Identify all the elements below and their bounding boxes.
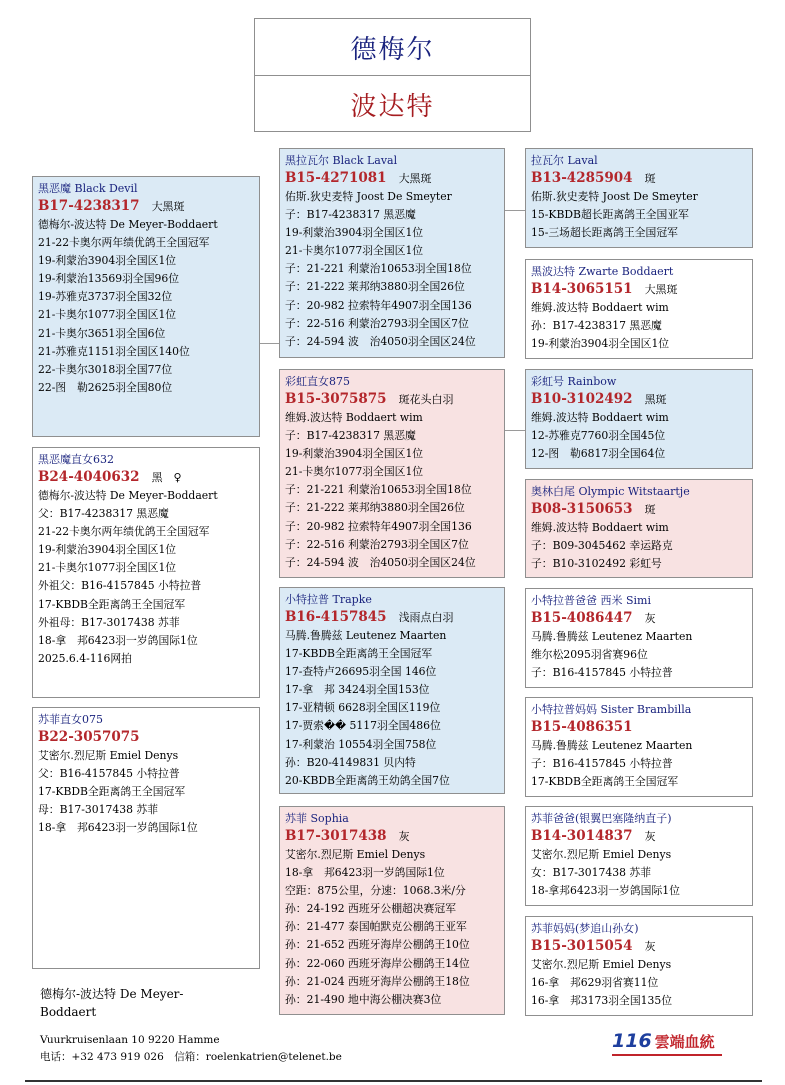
achievement-line: 21-卡奥尔1077羽全国区1位	[38, 308, 177, 322]
breeder-phone-email: 电话：+32 473 919 026 信箱：roelenkatrien@telenet.be	[40, 1051, 342, 1063]
color-description: 斑	[644, 503, 656, 516]
title-bottom: 波达特	[350, 91, 435, 122]
achievement-line: 18-拿 邦6423羽一岁鸽国际1位	[38, 821, 198, 835]
ring-number-row	[531, 609, 747, 628]
achievement-line: 子：22-516 利蒙治2793羽全国区7位	[285, 316, 469, 330]
achievement-line: 19-利蒙治3904羽全国区1位	[38, 543, 177, 557]
achievement-line: 20-KBDB全距离鸽王幼鸽全国7位	[285, 773, 450, 787]
achievement-line: 维姆.波达特 Boddaert wim	[531, 521, 669, 534]
pedigree-card-dam-of-subject	[279, 369, 505, 578]
achievement-line: 父：B17-4238317 黑恶魔	[38, 507, 169, 521]
achievement-line: 德梅尔-波达特 De Meyer-Boddaert	[38, 218, 218, 231]
ring-number: B17-3017438	[285, 828, 387, 844]
logo-underline	[612, 1054, 722, 1056]
ring-number: B24-4040632	[38, 469, 140, 485]
achievement-line: 马腾.鲁腾兹 Leutenez Maarten	[285, 629, 447, 642]
color-description: 大黑斑	[151, 200, 185, 213]
achievement-line: 21-卡奥尔1077羽全国区1位	[38, 561, 177, 575]
achievement-line: 维尔松2095羽省赛96位	[531, 648, 648, 662]
achievement-line: 17-查特卢26695羽全国 146位	[285, 665, 437, 679]
logo	[612, 1030, 715, 1052]
color-description: 大黑斑	[398, 172, 432, 185]
achievement-line: 22-图 勒2625羽全国80位	[38, 380, 173, 394]
ring-number: B14-3065151	[531, 281, 633, 297]
connector	[260, 343, 280, 344]
pedigree-card-zwarte	[525, 259, 753, 359]
achievement-line: 子：20-982 拉索特年4907羽全国136	[285, 298, 472, 312]
color-description: 灰	[398, 830, 410, 843]
achievement-line: 17-贾索�� 5117羽全国486位	[285, 719, 441, 733]
color-description: 斑	[644, 172, 656, 185]
achievements	[38, 747, 254, 837]
ring-number: B15-4086447	[531, 610, 633, 626]
achievement-line: 孙：21-477 泰国帕默克公棚鸽王亚军	[285, 920, 467, 934]
achievement-line: 16-拿 邦3173羽全国135位	[531, 994, 673, 1008]
achievement-line: 孙：B17-4238317 黑恶魔	[531, 319, 662, 333]
achievement-line: 母：B17-3017438 苏菲	[38, 803, 159, 817]
pedigree-card-sophia-dam	[525, 916, 753, 1016]
ring-number-row	[531, 169, 747, 188]
achievement-line: 子：21-222 莱邦纳3880羽全国26位	[285, 280, 465, 294]
ring-number: B15-4271081	[285, 170, 387, 186]
achievement-line: 21-卡奥尔1077羽全国区1位	[285, 465, 424, 479]
bottom-rule	[25, 1080, 762, 1082]
ring-number-row	[531, 827, 747, 846]
achievements	[285, 409, 499, 572]
pedigree-card-olympic	[525, 479, 753, 578]
achievement-line: 子：21-221 利蒙治10653羽全国18位	[285, 262, 472, 276]
achievement-line: 子：B16-4157845 小特拉普	[531, 666, 673, 680]
connector	[505, 430, 525, 431]
achievement-line: 子：B16-4157845 小特拉普	[531, 757, 673, 771]
pigeon-name: 黑恶魔直女632	[38, 453, 114, 466]
achievement-line: 15-KBDB超长距离鸽王全国亚军	[531, 208, 689, 222]
pigeon-name: 奥林白尾 Olympic Witstaartje	[531, 485, 690, 498]
achievement-line: 21-22卡奥尔两年绩优鸽王全国冠军	[38, 236, 210, 250]
ring-number-row	[531, 280, 747, 299]
color-description: 黑 ♀	[151, 471, 182, 484]
achievement-line: 孙：21-024 西班牙海岸公棚鸽王18位	[285, 974, 470, 988]
achievement-line: 子：B09-3045462 幸运路克	[531, 539, 673, 553]
pigeon-name: 黑波达特 Zwarte Boddaert	[531, 265, 674, 278]
pedigree-card-rainbow	[525, 369, 753, 469]
pedigree-card-dam	[32, 707, 260, 969]
achievement-line: 子：B17-4238317 黑恶魔	[285, 429, 416, 443]
achievement-line: 19-利蒙治3904羽全国区1位	[285, 226, 424, 240]
color-description: 大黑斑	[644, 283, 678, 296]
achievement-line: 18-拿邦6423羽一岁鸽国际1位	[531, 884, 680, 898]
achievement-line: 18-拿 邦6423羽一岁鸽国际1位	[285, 866, 445, 880]
achievement-line: 孙：24-192 西班牙公棚超决赛冠军	[285, 902, 456, 916]
achievements	[285, 188, 499, 351]
breeder-name-line1: 德梅尔-波达特 De Meyer-	[40, 987, 184, 1001]
achievement-line: 21-卡奥尔1077羽全国区1位	[285, 244, 424, 258]
achievements	[531, 188, 747, 242]
achievement-line: 子：24-594 波 治4050羽全国区24位	[285, 555, 476, 569]
achievement-line: 外祖父：B16-4157845 小特拉普	[38, 579, 202, 593]
ring-number: B15-3015054	[531, 938, 633, 954]
achievement-line: 12-图 勒6817羽全国64位	[531, 447, 666, 461]
pigeon-name: 苏菲爸爸(银翼巴塞隆纳直子)	[531, 812, 672, 825]
ring-number-row	[531, 937, 747, 956]
achievement-line: 孙：21-652 西班牙海岸公棚鸽王10位	[285, 938, 470, 952]
achievement-line: 21-苏雅克1151羽全国区140位	[38, 344, 190, 358]
pigeon-name: 彩虹直女875	[285, 375, 350, 388]
achievements	[531, 846, 747, 900]
achievement-line: 17-利蒙治 10554羽全国758位	[285, 737, 437, 751]
achievements	[285, 627, 499, 790]
pedigree-card-sister	[32, 447, 260, 698]
achievement-line: 子：20-982 拉索特年4907羽全国136	[285, 519, 472, 533]
achievement-line: 孙：22-060 西班牙海岸公棚鸽王14位	[285, 956, 470, 970]
achievement-line: 19-利蒙治3904羽全国区1位	[531, 337, 670, 351]
logo-text: 雲端血統	[654, 1032, 715, 1051]
ring-number: B17-4238317	[38, 198, 140, 214]
pigeon-name: 黑拉瓦尔 Black Laval	[285, 154, 398, 167]
achievement-line: 子：21-222 莱邦纳3880羽全国26位	[285, 501, 465, 515]
ring-number: B14-3014837	[531, 828, 633, 844]
color-description: 黑斑	[644, 393, 667, 406]
achievements	[285, 846, 499, 1009]
achievement-line: 子：22-516 利蒙治2793羽全国区7位	[285, 537, 469, 551]
achievement-line: 2025.6.4-116网拍	[38, 651, 132, 665]
pedigree-card-brambilla	[525, 697, 753, 797]
ring-number-row	[38, 197, 254, 216]
achievement-line: 子：21-221 利蒙治10653羽全国18位	[285, 483, 472, 497]
achievement-line: 21-22卡奥尔两年绩优鸽王全国冠军	[38, 525, 210, 539]
ring-number-row	[285, 827, 499, 846]
achievements	[38, 216, 254, 397]
ring-number: B08-3150653	[531, 501, 633, 517]
achievement-line: 父：B16-4157845 小特拉普	[38, 767, 180, 781]
achievement-line: 19-利蒙治3904羽全国区1位	[38, 254, 177, 268]
color-description: 灰	[644, 612, 656, 625]
achievement-line: 17-KBDB全距离鸽王全国冠军	[531, 775, 679, 789]
pigeon-name: 彩虹号 Rainbow	[531, 375, 617, 388]
pigeon-name: 黑恶魔 Black Devil	[38, 182, 138, 195]
pigeon-name: 小特拉普妈妈 Sister Brambilla	[531, 703, 692, 716]
achievement-line: 德梅尔-波达特 De Meyer-Boddaert	[38, 489, 218, 502]
achievement-line: 子：B10-3102492 彩虹号	[531, 557, 662, 571]
achievement-line: 19-苏雅克3737羽全国32位	[38, 290, 173, 304]
achievement-line: 艾密尔.烈尼斯 Emiel Denys	[285, 848, 426, 861]
color-description: 灰	[644, 830, 656, 843]
ring-number: B10-3102492	[531, 391, 633, 407]
achievement-line: 21-卡奥尔3651羽全国6位	[38, 326, 166, 340]
ring-number: B22-3057075	[38, 729, 140, 745]
achievement-line: 马腾.鲁腾兹 Leutenez Maarten	[531, 739, 693, 752]
pigeon-name: 小特拉普爸爸 西米 Simi	[531, 594, 651, 607]
title-top: 德梅尔	[255, 19, 530, 76]
breeder-contact	[40, 1032, 342, 1066]
achievement-line: 19-利蒙治3904羽全国区1位	[285, 447, 424, 461]
achievement-line: 孙：B20-4149831 贝内特	[285, 755, 416, 769]
pedigree-card-laval	[525, 148, 753, 248]
ring-number: B15-4086351	[531, 719, 633, 735]
color-description: 斑花头白羽	[398, 393, 454, 406]
achievement-line: 17-拿 邦 3424羽全国153位	[285, 683, 430, 697]
achievement-line: 佑斯.狄史麦特 Joost De Smeyter	[285, 190, 452, 203]
breeder-address: Vuurkruisenlaan 10 9220 Hamme	[40, 1034, 220, 1046]
ring-number: B13-4285904	[531, 170, 633, 186]
breeder-name	[40, 985, 240, 1021]
pigeon-name: 拉瓦尔 Laval	[531, 154, 598, 167]
achievement-line: 空距：875公里，分速：1068.3米/分	[285, 884, 466, 898]
pigeon-name: 苏菲直女075	[38, 713, 103, 726]
ring-number-row	[285, 390, 499, 409]
pigeon-name: 苏菲妈妈(梦追山孙女)	[531, 922, 639, 935]
achievement-line: 维姆.波达特 Boddaert wim	[285, 411, 423, 424]
achievements	[531, 628, 747, 682]
pedigree-card-trapke	[279, 587, 505, 794]
achievement-line: 女：B17-3017438 苏菲	[531, 866, 652, 880]
ring-number-row	[285, 169, 499, 188]
achievements	[38, 487, 254, 668]
ring-number-row	[531, 500, 747, 519]
achievement-line: 维姆.波达特 Boddaert wim	[531, 411, 669, 424]
achievement-line: 孙：21-490 地中海公棚决赛3位	[285, 992, 442, 1006]
connector	[505, 210, 525, 211]
achievement-line: 外祖母：B17-3017438 苏菲	[38, 615, 180, 629]
ring-number-row	[531, 718, 747, 737]
achievement-line: 17-KBDB全距离鸽王全国冠军	[38, 785, 186, 799]
ring-number-row	[531, 390, 747, 409]
achievement-line: 17-KBDB全距离鸽王全国冠军	[285, 647, 433, 661]
pedigree-card-subject	[32, 176, 260, 437]
achievement-line: 17-KBDB全距离鸽王全国冠军	[38, 597, 186, 611]
ring-number-row	[285, 608, 499, 627]
ring-number: B16-4157845	[285, 609, 387, 625]
achievements	[531, 409, 747, 463]
pigeon-name: 苏菲 Sophia	[285, 812, 349, 825]
logo-number: 116	[612, 1030, 652, 1052]
achievement-line: 12-苏雅克7760羽全国45位	[531, 429, 666, 443]
achievement-line: 15-三场超长距离鸽王全国冠军	[531, 226, 678, 240]
achievement-line: 22-卡奥尔3018羽全国77位	[38, 362, 173, 376]
achievement-line: 17-亚精顿 6628羽全国区119位	[285, 701, 441, 715]
achievements	[531, 299, 747, 353]
achievements	[531, 519, 747, 573]
achievements	[531, 737, 747, 791]
pedigree-card-sophia-sire	[525, 806, 753, 906]
achievement-line: 16-拿 邦629羽省赛11位	[531, 976, 659, 990]
achievement-line: 子：B17-4238317 黑恶魔	[285, 208, 416, 222]
ring-number-row	[38, 468, 254, 487]
ring-number-row	[38, 728, 254, 747]
pigeon-name: 小特拉普 Trapke	[285, 593, 372, 606]
pedigree-card-simi	[525, 588, 753, 688]
color-description: 灰	[644, 940, 656, 953]
ring-number: B15-3075875	[285, 391, 387, 407]
achievement-line: 19-利蒙治13569羽全国96位	[38, 272, 180, 286]
achievement-line: 马腾.鲁腾兹 Leutenez Maarten	[531, 630, 693, 643]
achievement-line: 维姆.波达特 Boddaert wim	[531, 301, 669, 314]
achievement-line: 艾密尔.烈尼斯 Emiel Denys	[531, 958, 672, 971]
breeder-name-line2: Boddaert	[40, 1005, 97, 1019]
pedigree-card-sire	[279, 148, 505, 358]
title-box	[254, 18, 531, 132]
achievement-line: 艾密尔.烈尼斯 Emiel Denys	[531, 848, 672, 861]
color-description: 浅雨点白羽	[398, 611, 454, 624]
achievement-line: 子：24-594 波 治4050羽全国区24位	[285, 334, 476, 348]
achievement-line: 18-拿 邦6423羽一岁鸽国际1位	[38, 633, 198, 647]
achievement-line: 艾密尔.烈尼斯 Emiel Denys	[38, 749, 179, 762]
achievements	[531, 956, 747, 1010]
achievement-line: 佑斯.狄史麦特 Joost De Smeyter	[531, 190, 698, 203]
pedigree-card-sophia	[279, 806, 505, 1015]
